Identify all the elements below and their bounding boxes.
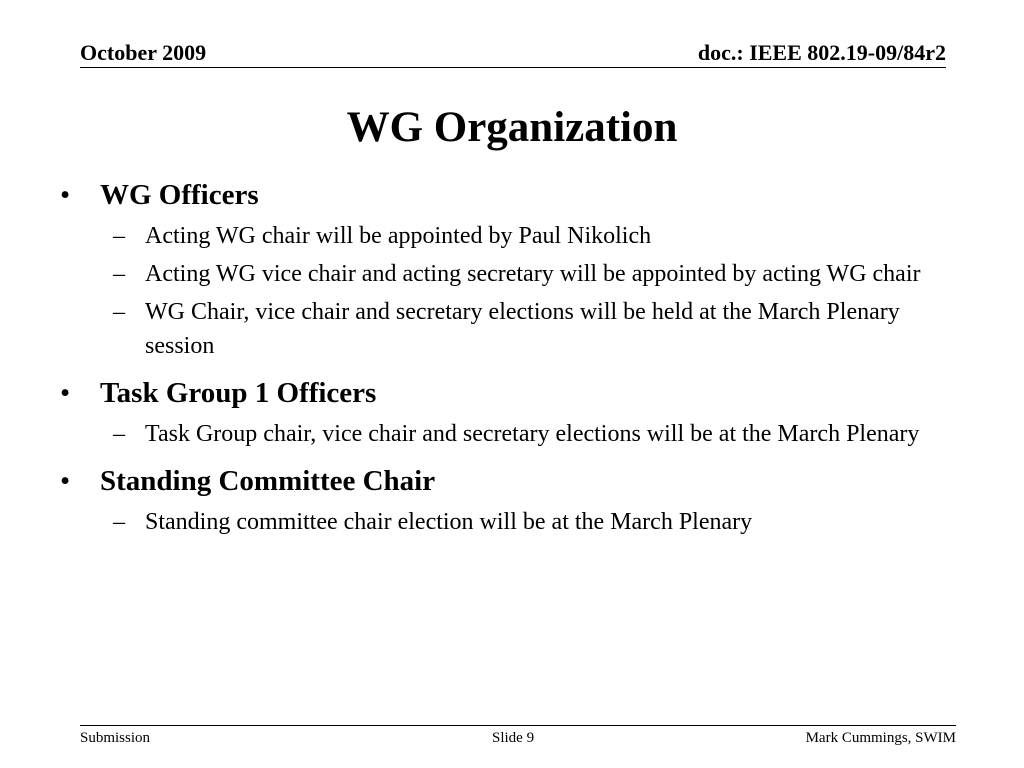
footer-slide-number: Slide 9 xyxy=(492,730,535,746)
dash-icon: – xyxy=(113,509,125,535)
sub-bullet-text: Acting WG vice chair and acting secretary will be appointed by acting WG chair xyxy=(145,261,921,287)
bullet-wg-officers xyxy=(60,175,960,215)
bullet-dot-icon: • xyxy=(60,179,71,211)
sub-bullet-text: Standing committee chair election will be at the March Plenary xyxy=(145,509,753,535)
sub-bullet-text: WG Chair, vice chair and secretary elections will be held at the March Plenary session xyxy=(145,299,900,359)
footer-submission: Submission xyxy=(80,730,151,746)
dash-icon: – xyxy=(113,223,125,249)
sub-bullet xyxy=(60,505,960,539)
sub-bullet xyxy=(60,417,960,451)
footer-divider xyxy=(80,725,956,726)
sub-bullet xyxy=(60,257,960,291)
bullet-standing-committee-chair xyxy=(60,461,960,501)
sub-bullet xyxy=(60,219,960,253)
bullet-heading: Task Group 1 Officers xyxy=(100,377,377,409)
bullet-dot-icon: • xyxy=(60,377,71,409)
slide-title: WG Organization xyxy=(346,104,678,151)
dash-icon: – xyxy=(113,299,125,325)
slide-body xyxy=(60,175,960,539)
header-divider xyxy=(80,67,946,68)
sub-bullet-text: Acting WG chair will be appointed by Paul Nikolich xyxy=(145,223,652,249)
sub-bullet xyxy=(60,295,960,363)
header-doc-id: doc.: IEEE 802.19-09/84r2 xyxy=(697,40,946,65)
bullet-heading: Standing Committee Chair xyxy=(100,465,436,497)
header-date: October 2009 xyxy=(80,40,207,65)
bullet-heading: WG Officers xyxy=(100,179,259,211)
sub-bullet-text: Task Group chair, vice chair and secretary elections will be at the March Plenary xyxy=(145,421,920,447)
bullet-task-group-1-officers xyxy=(60,373,960,413)
footer-author: Mark Cummings, SWIM xyxy=(805,730,956,746)
dash-icon: – xyxy=(113,421,125,447)
bullet-dot-icon: • xyxy=(60,465,71,497)
dash-icon: – xyxy=(113,261,125,287)
